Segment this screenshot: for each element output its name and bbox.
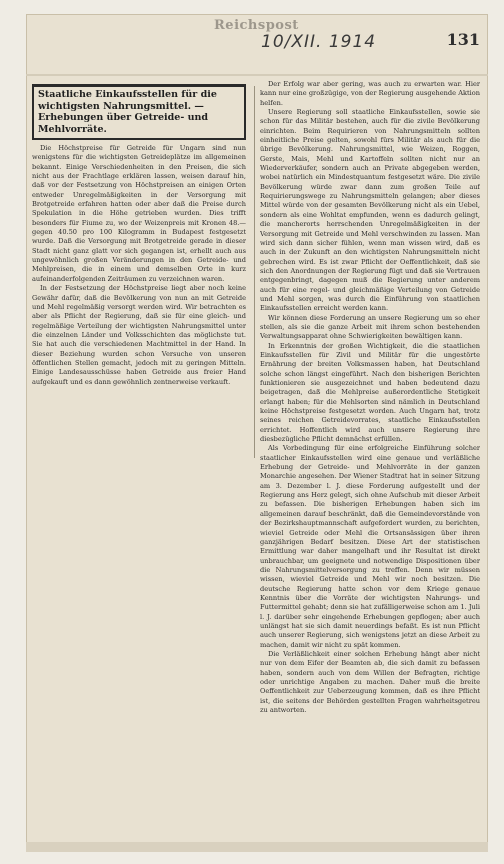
article-paragraph: Die Höchstpreise für Getreide für Ungarn sind nun wenigstens für die wichtigsten Getreideplätze im allgemeinen bekannt. Einige Verschiedenheiten in den Preisen, die sich nicht aus der Frachtlage erklären lassen, weisen darauf hin, daß vor der Festsetzung von Höchstpreisen an einigen Orten entweder Unregelmäßigkeiten in der Versorgung mit Brotgetreide erfahren hatten oder aber daß die Preise durch Spekulation in die Höhe getrieben wurden. Dies trifft besonders für Fiume zu, wo der Weizenpreis mit Kronen 48.— gegen 40.50 pro 100 Kilogramm in Budapest festgesetzt wurde. Daß die Versorgung mit Brotgetreide gerade in dieser Stadt nicht ganz glatt vor sich gegangen ist, erhellt auch aus ungewöhnlich großen Veränderungen in den Getreide- und Mehlpreisen, die in einem und demselben Orte in kurz aufeinanderfolgenden Zeiträumen zu verzeichnen waren. (32, 144, 246, 283)
article-column-left (32, 84, 246, 464)
fold-line (26, 74, 488, 76)
article-paragraph: Unsere Regierung soll staatliche Einkaufsstellen, sowie sie schon für das Militär bestehen, auch für die zivile Bevölkerung einrichten. Beim Requirieren von Nahrungsmitteln sollten einheitliche Preise gelten, sowohl fürs Militär als auch für die übrige Bevölkerung. Nahrungsmittel, wie Weizen, Roggen, Gerste, Mais, Mehl und Kartoffeln sollten nicht nur an Wiederverkäufer, sondern auch an Private abgegeben werden, wobei natürlich ein Mindestquantum festgesetzt wäre. Die zivile Bevölkerung würde zwar dann zum großen Teile auf Requirierungswege zu Nahrungsmitteln gelangen; aber dieses Mittel würde von der gesamten Bevölkerung nicht als ein Uebel, sondern als eine Wohltat empfunden, wenn es dadurch gelingt, die mancherorts herrschenden Unregelmäßigkeiten in der Versorgung mit Getreide und Mehl verschwinden zu lassen. Man wird sich dann sicher fühlen, wenn man wissen wird, daß es auch in der Zukunft an den wichtigsten Nahrungsmitteln nicht gebrechen wird. Es ist zwar Pflicht der Oeffentlichkeit, daß sie sich den Anordnungen der Regierung fügt und daß sie Vertrauen entgegenbringt, dagegen muß die Regierung unter anderem auch für eine regel- und gleichmäßige Verteilung von Getreide und Mehl sorgen, was durch die Einführung von staatlichen Einkaufsstellen erreicht werden kann. (260, 108, 480, 313)
masthead (26, 14, 488, 70)
newspaper-name: Reichspost (214, 18, 299, 33)
article-paragraph: Der Erfolg war aber gering, was auch zu erwarten war. Hier kann nur eine großzügige, von der Regierung ausgehende Aktion helfen. (260, 80, 480, 107)
clipping-sheet (26, 14, 488, 852)
article-paragraph: In der Festsetzung der Höchstpreise liegt aber noch keine Gewähr dafür, daß die Bevölkerung von nun an mit Getreide und Mehl regelmäßig versorgt werden wird. Wir betrachten es aber als Pflicht der Regierung, daß sie für eine gleich- und regelmäßige Verteilung der wichtigsten Nahrungsmittel unter die einzelnen Länder und Volksschichten das möglichste tut. Sie hat auch die verschiedenen Machtmittel in der Hand. In dieser Beziehung wurden schon Versuche von unseren öffentlichen Stellen gemacht, jedoch mit zu geringen Mitteln. Einige Landesausschüsse haben Getreide aus freier Hand aufgekauft und es dann gewöhnlich zentnerweise verkauft. (32, 284, 246, 386)
article-paragraph: Wir können diese Forderung an unsere Regierung um so eher stellen, als sie die ganze Arbeit mit ihrem schon bestehenden Verwaltungsapparat ohne Schwierigkeiten bewältigen kann. (260, 313, 480, 341)
article-column-right (260, 80, 480, 850)
column-divider (254, 86, 255, 458)
article-paragraph: Als Vorbedingung für eine erfolgreiche Einführung solcher staatlicher Einkaufsstellen wird eine genaue und verläßliche Erhebung der Getreide- und Mehlvorräte in der ganzen Monarchie angesehen. Der Wiener Stadtrat hat in seiner Sitzung am 3. Dezember l. J. diese Forderung aufgestellt und der Regierung ans Herz gelegt, sich ohne Aufschub mit dieser Arbeit zu befassen. Die bisherigen Erhebungen haben sich im allgemeinen darauf beschränkt, daß die Gemeindevorstände von der Bezirkshauptmannschaft aufgefordert wurden, zu berichten, wieviel Getreide oder Mehl die Ortsansässigen über ihren ganzjährigen Bedarf besitzen. Diese Art der statistischen Ermittlung war daher mangelhaft und ihr Resultat ist direkt unbrauchbar, um geeignete und notwendige Dispositionen über die Nahrungsmittelversorgung zu treffen. Denn wir müssen wissen, wieviel Getreide und Mehl wir noch besitzen. Die deutsche Regierung hatte schon vor dem Kriege genaue Kenntnis über die Vorräte der wichtigsten Nahrungs- und Futtermittel gehabt; denn sie hat zufälligerweise schon am 1. Juli l. J. darüber sehr eingehende Erhebungen gepflogen; aber auch unlängst hat sie sich damit neuerdings befaßt. Es ist nun Pflicht auch unserer Regierung, sich wenigstens jetzt an diese Arbeit zu machen, damit wir nicht zu spät kommen. (260, 444, 480, 649)
article-paragraph: Die Verläßlichkeit einer solchen Erhebung hängt aber nicht nur von dem Eifer der Beamten ab, die sich damit zu befassen haben, sondern auch von dem Willen der Befragten, richtige oder unrichtige Angaben zu machen. Daher muß die breite Oeffentlichkeit zur Ueberzeugung kommen, daß es ihre Pflicht ist, die seitens der Behörden gestellten Fragen wahrheitsgetreu zu antworten. (260, 649, 480, 715)
article-headline: Staatliche Einkaufsstellen für die wichtigsten Nahrungsmittel. — Erhebungen über Getreide- und Mehlvorräte. (32, 84, 246, 140)
clipping-bottom-edge (26, 842, 488, 852)
handwritten-date: 10/XII. 1914 (261, 32, 377, 52)
page-number: 131 (446, 30, 480, 49)
article-paragraph: In Erkenntnis der großen Wichtigkeit, die die staatlichen Einkaufsstellen für Zivil und Militär für die ungestörte Ernährung der breiten Volksmassen haben, hat Deutschland solche schon längst eingeführt. Nach den bisherigen Berichten funktionieren sie ausgezeichnet und haben bedeutend dazu beigetragen, daß die Mehlpreise außerordentliche Stetigkeit erlangt haben; für die Mehlsorten sind nämlich in Deutschland keine Höchstpreise festgesetzt worden. Auch Ungarn hat, trotz seines reichen Getreidevorrates, staatliche Einkaufsstellen errichtet. Hoffentlich wird auch unsere Regierung ihre diesbezügliche Pflicht demnächst erfüllen. (260, 341, 480, 444)
